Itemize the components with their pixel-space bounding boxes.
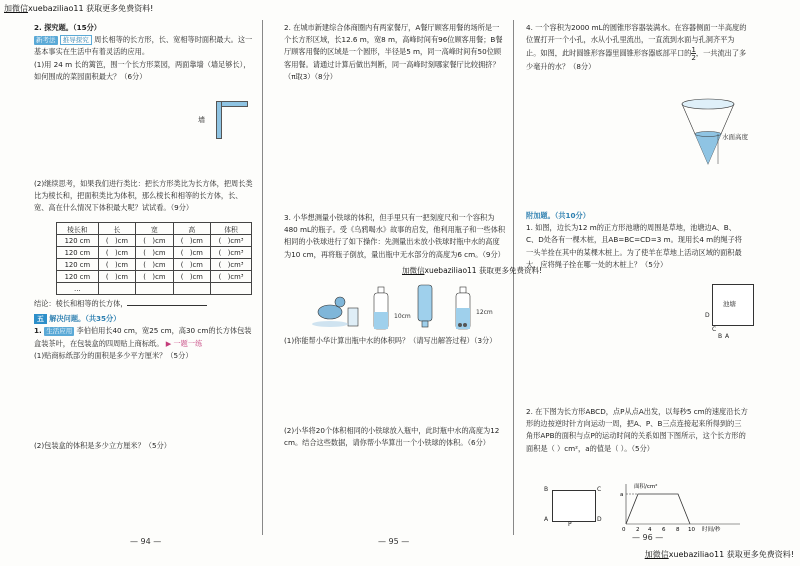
pond-label: 池塘 bbox=[723, 300, 736, 308]
life-application-tag: 生活应用 bbox=[46, 327, 73, 336]
table-row bbox=[57, 259, 252, 271]
right-q4: 4. 一个容积为2000 mL的圆锥形容器装满水。在容器侧面一半高度的位置打开一个小孔，水从小孔里流出，一直流到水面与孔洞齐平为止。如图，此时圆锥形容器里圆锥形容器底部平口的 $\frac{1}{2}$ ，一共流出了多少毫升的水？（8分） bbox=[526, 23, 747, 72]
table-cell[interactable]: ( )cm bbox=[136, 259, 173, 271]
table-header-row bbox=[57, 223, 252, 235]
rect-label-p: P bbox=[568, 521, 572, 528]
graph-tick: 0 bbox=[622, 527, 626, 532]
watermark-account: xuebaziliao11 bbox=[668, 550, 725, 559]
pond-label-b: B bbox=[718, 333, 723, 340]
watermark-suffix: 获取更多免费资料! bbox=[83, 4, 154, 13]
table-cell[interactable]: ( )cm bbox=[98, 271, 135, 283]
q1-number: 1. bbox=[34, 326, 45, 336]
table-cell bbox=[173, 283, 210, 295]
table-cell[interactable]: ( )cm³ bbox=[211, 259, 252, 271]
graph-tick: 4 bbox=[648, 527, 652, 532]
mid-q3-part1: (1)你能帮小华计算出瓶中水的体积吗？（请写出解答过程）（3分） bbox=[284, 336, 497, 345]
page-number-right: — 96 — bbox=[632, 533, 664, 542]
table-row bbox=[57, 247, 252, 259]
q1-part1: (1)贴商标纸部分的面积是多少平方厘米？（5分） bbox=[34, 350, 193, 360]
bonus-title: 附加题。（共10分） bbox=[526, 211, 590, 220]
table-header: 长 bbox=[98, 223, 135, 235]
table-cell: 120 cm bbox=[57, 247, 99, 259]
q2-intro: 周长相等的长方形，长、宽相等时面积最大。这一基本事实在生活中有着灵活的应用。 bbox=[34, 35, 253, 57]
bottle-upright-icon bbox=[374, 287, 388, 329]
watermark-top bbox=[4, 3, 153, 14]
mid-q3-part2: (2)小华将20个体积相同的小铁球放入瓶中，此时瓶中水的高度为12 cm。结合这些数据，请你帮小华算出一个小铁球的体积。（6分） bbox=[284, 426, 500, 448]
pond-label-c: C bbox=[712, 326, 717, 333]
table-cell[interactable]: ( )cm bbox=[98, 247, 135, 259]
table-cell[interactable]: ( )cm bbox=[173, 271, 210, 283]
left-lower bbox=[34, 298, 256, 362]
bottle-inverted-icon bbox=[418, 285, 432, 327]
rect-label-b: B bbox=[544, 486, 549, 493]
graph-a-label: a bbox=[620, 492, 624, 498]
bottle-label-10cm: 10cm bbox=[394, 313, 411, 320]
watermark-suffix: 获取更多免费资料! bbox=[724, 550, 794, 559]
table-row bbox=[57, 271, 252, 283]
graph-tick: 2 bbox=[636, 527, 640, 532]
table-cell: 120 cm bbox=[57, 271, 99, 283]
table-header: 棱长和 bbox=[57, 223, 99, 235]
mid-q3-block bbox=[284, 212, 506, 261]
q2-part2-block bbox=[34, 178, 256, 215]
table-header: 高 bbox=[173, 223, 210, 235]
table-cell[interactable]: ( )cm bbox=[173, 247, 210, 259]
q1-text: 李伯伯用长40 cm，宽25 cm，高30 cm的长方体包装盒装茶叶，在包装盒的四周贴上商标纸。 bbox=[34, 326, 252, 348]
area-line bbox=[626, 494, 690, 524]
practice-link[interactable]: ▶ 一题一练 bbox=[165, 338, 203, 348]
graph-tick: 8 bbox=[676, 527, 680, 532]
page-number-left: — 94 — bbox=[130, 537, 162, 546]
derivation-tag: 推导探究 bbox=[60, 35, 92, 45]
watermark-prefix: 加微信 bbox=[4, 4, 28, 13]
table-header: 宽 bbox=[136, 223, 173, 235]
new-method-tag: 新考法 bbox=[36, 36, 56, 45]
bottle-label-12cm: 12cm bbox=[476, 309, 493, 316]
pond-diagram bbox=[712, 284, 754, 326]
table-cell: 120 cm bbox=[57, 259, 99, 271]
cone-label: 水面高度 bbox=[722, 133, 748, 141]
q1-part2-block bbox=[34, 440, 256, 452]
watermark-prefix: 加微信 bbox=[644, 550, 669, 559]
conclusion-line: 结论：棱长和相等的长方体， bbox=[34, 298, 256, 310]
section-number: 五 bbox=[34, 314, 47, 324]
table-cell[interactable]: ( )cm bbox=[173, 259, 210, 271]
wall-label: 墙 bbox=[198, 116, 205, 124]
q2-part2: (2)继续思考，如果我们进行类比：把长方形类比为长方体，把周长类比为棱长和，把面积类比为体积，那么棱长和相等的长方体，长、宽、高在什么情况下体积最大呢？试试看。（9分） bbox=[34, 179, 253, 213]
mid-q2: 2. 在城市新建综合体商圈内有两家餐厅，A餐厅顾客用餐的场所是一个长方形区域，长12.6 m，宽8 m，高峰时间有96位顾客用餐；B餐厅顾客用餐的区域是一个圆形，半径是5 m，同一高峰时间有50位顾客用餐。请通过计算后做出判断，同一高峰时刻哪家餐厅比较拥挤？（π取3）（8分） bbox=[284, 23, 503, 81]
table-cell[interactable]: ( )cm³ bbox=[211, 271, 252, 283]
q2-part1: (1)用 24 m 长的篱笆，围一个长方形菜园，两面靠墙（墙足够长），如何围成的菜园面积最大？（6分） bbox=[34, 59, 251, 81]
page-number-middle: — 95 — bbox=[378, 537, 410, 546]
table-header: 体积 bbox=[211, 223, 252, 235]
rect-label-a: A bbox=[544, 516, 549, 523]
watermark-mid bbox=[402, 265, 542, 276]
mid-q3-part1-block bbox=[284, 335, 506, 347]
wall-diagram bbox=[188, 101, 246, 139]
q2-title: 2. 探究题。（15分） bbox=[34, 23, 101, 32]
mid-q3-part2-block bbox=[284, 425, 506, 449]
table-cell[interactable]: ( )cm bbox=[136, 271, 173, 283]
crow-icon bbox=[312, 297, 358, 327]
table-cell[interactable]: ( )cm bbox=[136, 235, 173, 247]
table-cell: … bbox=[57, 283, 99, 295]
table-cell[interactable]: ( )cm bbox=[98, 259, 135, 271]
graph-tick: 6 bbox=[662, 527, 666, 532]
watermark-account: xuebaziliao11 bbox=[28, 4, 84, 13]
bonus-q1: 1. 如图，边长为12 m的正方形池塘的周围是草地，池塘边A、B、C、D处各有一棵木桩，且AB=BC=CD=3 m。现用长4 m的绳子将一头羊拴在其中的某棵木桩上。为了使羊在草地上活动区域的面积最大，应将绳子拴在哪一处的木桩上？（5分） bbox=[526, 223, 742, 269]
table-cell[interactable]: ( )cm bbox=[98, 235, 135, 247]
table-row bbox=[57, 235, 252, 247]
table-cell: 120 cm bbox=[57, 235, 99, 247]
mid-q3: 3. 小华想测量小铁球的体积，但手里只有一把刻度尺和一个容积为480 mL的瓶子。受《乌鸦喝水》故事的启发，他利用瓶子和一些体积相同的小铁球进行了如下操作：先测量出未放小铁球时瓶中水的高度为10 cm，再将瓶子倒放，量出瓶中无水部分的高度为6 cm。（9分） bbox=[284, 213, 506, 259]
area-time-graph bbox=[618, 480, 750, 532]
watermark-bottom bbox=[645, 549, 794, 560]
cone-diagram bbox=[680, 96, 762, 168]
table-cell bbox=[98, 283, 135, 295]
bottle-balls-icon bbox=[456, 287, 470, 329]
section-title: 解决问题。（共35分） bbox=[49, 314, 121, 324]
watermark-account: xuebaziliao11 bbox=[424, 266, 477, 275]
left-column bbox=[34, 22, 254, 83]
table-cell[interactable]: ( )cm³ bbox=[211, 235, 252, 247]
watermark-prefix: 加微信 bbox=[402, 266, 425, 275]
column-divider bbox=[513, 20, 514, 535]
crow-bottle-illustration bbox=[300, 282, 505, 332]
table-cell bbox=[136, 283, 173, 295]
graph-ylabel: 面积/cm² bbox=[634, 484, 658, 490]
middle-column bbox=[284, 22, 506, 83]
pond-label-d: D bbox=[705, 312, 710, 319]
bonus-q2: 2. 在下图为长方形ABCD，点P从点A出发，以每秒5 cm的速度沿长方形的边按逆时针方向运动一周，把A、P、B三点连接起来所得到的三角形APB的面积与点P的运动时间的关系如图下图所示，这个长方形的面积是（ ）cm²，a的值是（ ）。（5分） bbox=[526, 407, 748, 453]
bonus-q2-block bbox=[526, 406, 748, 455]
cuboid-table bbox=[56, 222, 252, 295]
rectangle-abcd bbox=[552, 490, 596, 522]
table-cell bbox=[211, 283, 252, 295]
table-cell[interactable]: ( )cm³ bbox=[211, 247, 252, 259]
graph-tick: 10 bbox=[688, 527, 695, 532]
table-cell[interactable]: ( )cm bbox=[136, 247, 173, 259]
right-column bbox=[526, 22, 748, 74]
q1-part2: (2)包装盒的体积是多少立方厘米？（5分） bbox=[34, 441, 171, 450]
column-divider bbox=[262, 20, 263, 535]
rect-label-c: C bbox=[597, 486, 602, 493]
bonus-block bbox=[526, 210, 748, 271]
graph-xlabel: 时间/秒 bbox=[702, 527, 721, 532]
rect-label-d: D bbox=[597, 516, 602, 523]
watermark-suffix: 获取更多免费资料! bbox=[476, 266, 542, 275]
table-row bbox=[57, 283, 252, 295]
table-cell[interactable]: ( )cm bbox=[173, 235, 210, 247]
pond-label-a: A bbox=[725, 333, 730, 340]
